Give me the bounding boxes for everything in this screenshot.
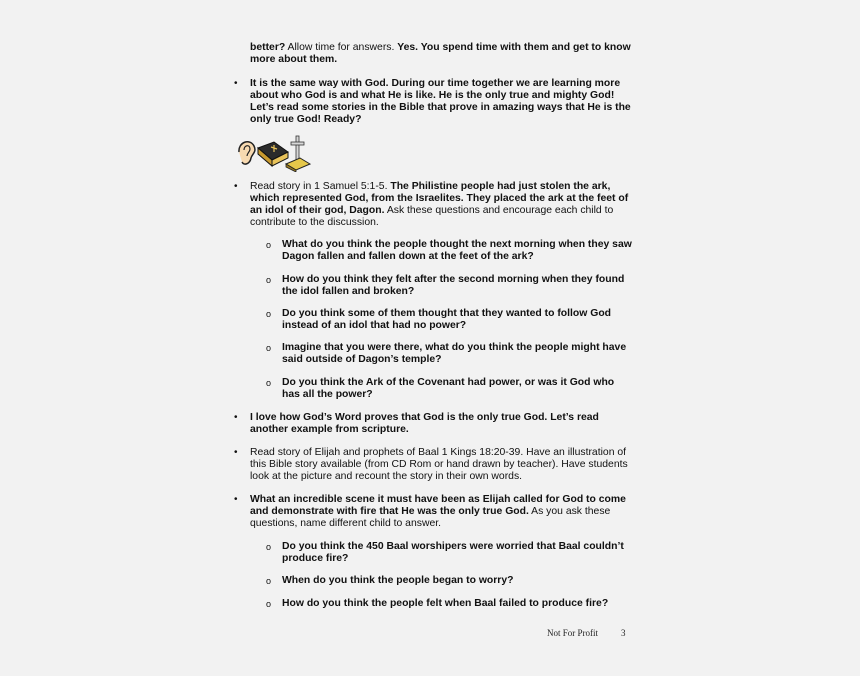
sub-bullet-marker: o xyxy=(266,576,272,586)
bullet-samuel-story: Read story in 1 Samuel 5:1-5. The Philistine people had just stolen the ark, which represented God, from the Israelites. They placed the ark at the feet of an idol of their god, Dagon. Ask these questions and encourage each child to contribute to the discussion. xyxy=(250,181,629,228)
bullet-marker: • xyxy=(234,494,238,505)
sub-bullet-marker: o xyxy=(266,599,272,609)
bullet-same-way: It is the same way with God. During our time together we are learning more about who God is and what He is like. He is the only true and mighty God! Let’s read some stories in the Bible that prove in amazing ways that He is the only true God! Ready? xyxy=(250,78,631,125)
question-item: When do you think the people began to worry? xyxy=(282,575,514,586)
cross-on-book-icon xyxy=(286,136,310,172)
bullet-marker: • xyxy=(234,412,238,423)
bullet-marker: • xyxy=(234,78,238,89)
bullet-elijah-story: Read story of Elijah and prophets of Baal 1 Kings 18:20-39. Have an illustration of this Bible story available (from CD Rom or hand drawn by teacher). Have students look at the picture and recount the story in their own words. xyxy=(250,447,628,482)
page-number: 3 xyxy=(621,628,626,637)
icon-group xyxy=(234,134,314,172)
question-item: Imagine that you were there, what do you think the people might have said outside of Dagon’s temple? xyxy=(282,342,627,365)
intro-text: Allow time for answers. xyxy=(285,42,398,53)
sub-bullet-marker: o xyxy=(266,309,272,319)
sub-bullet-marker: o xyxy=(266,240,272,250)
bullet-marker: • xyxy=(234,447,238,458)
sub-bullet-marker: o xyxy=(266,343,272,353)
bullet-incredible-scene: What an incredible scene it must have been as Elijah called for God to come and demonstrate with fire that He was the only true God. As you ask these questions, name different child to answer. xyxy=(250,494,626,529)
paragraph-intro xyxy=(250,42,634,66)
intro-bold-2: Yes. You spend time with them and get to know more about them. xyxy=(250,42,631,65)
question-item: How do you think the people felt when Baal failed to produce fire? xyxy=(282,598,609,609)
ear-icon xyxy=(239,142,255,164)
intro-bold-1: better? xyxy=(250,42,286,53)
footer-label: Not For Profit xyxy=(547,628,599,637)
sub-bullet-marker: o xyxy=(266,542,272,552)
question-item: What do you think the people thought the next morning when they saw Dagon fallen and fallen down at the feet of the ark? xyxy=(282,239,632,262)
bullet-marker: • xyxy=(234,181,238,192)
sub-bullet-marker: o xyxy=(266,275,272,285)
question-item: Do you think the 450 Baal worshipers were worried that Baal couldn’t produce fire? xyxy=(282,541,624,564)
question-item: How do you think they felt after the second morning when they found the idol fallen and broken? xyxy=(282,274,625,297)
question-item: Do you think the Ark of the Covenant had power, or was it God who has all the power? xyxy=(282,377,615,400)
bible-icon xyxy=(258,142,288,166)
question-item: Do you think some of them thought that they wanted to follow God instead of an idol that had no power? xyxy=(282,308,612,331)
sub-bullet-marker: o xyxy=(266,378,272,388)
bullet-gods-word: I love how God’s Word proves that God is the only true God. Let’s read another example from scripture. xyxy=(250,412,599,435)
